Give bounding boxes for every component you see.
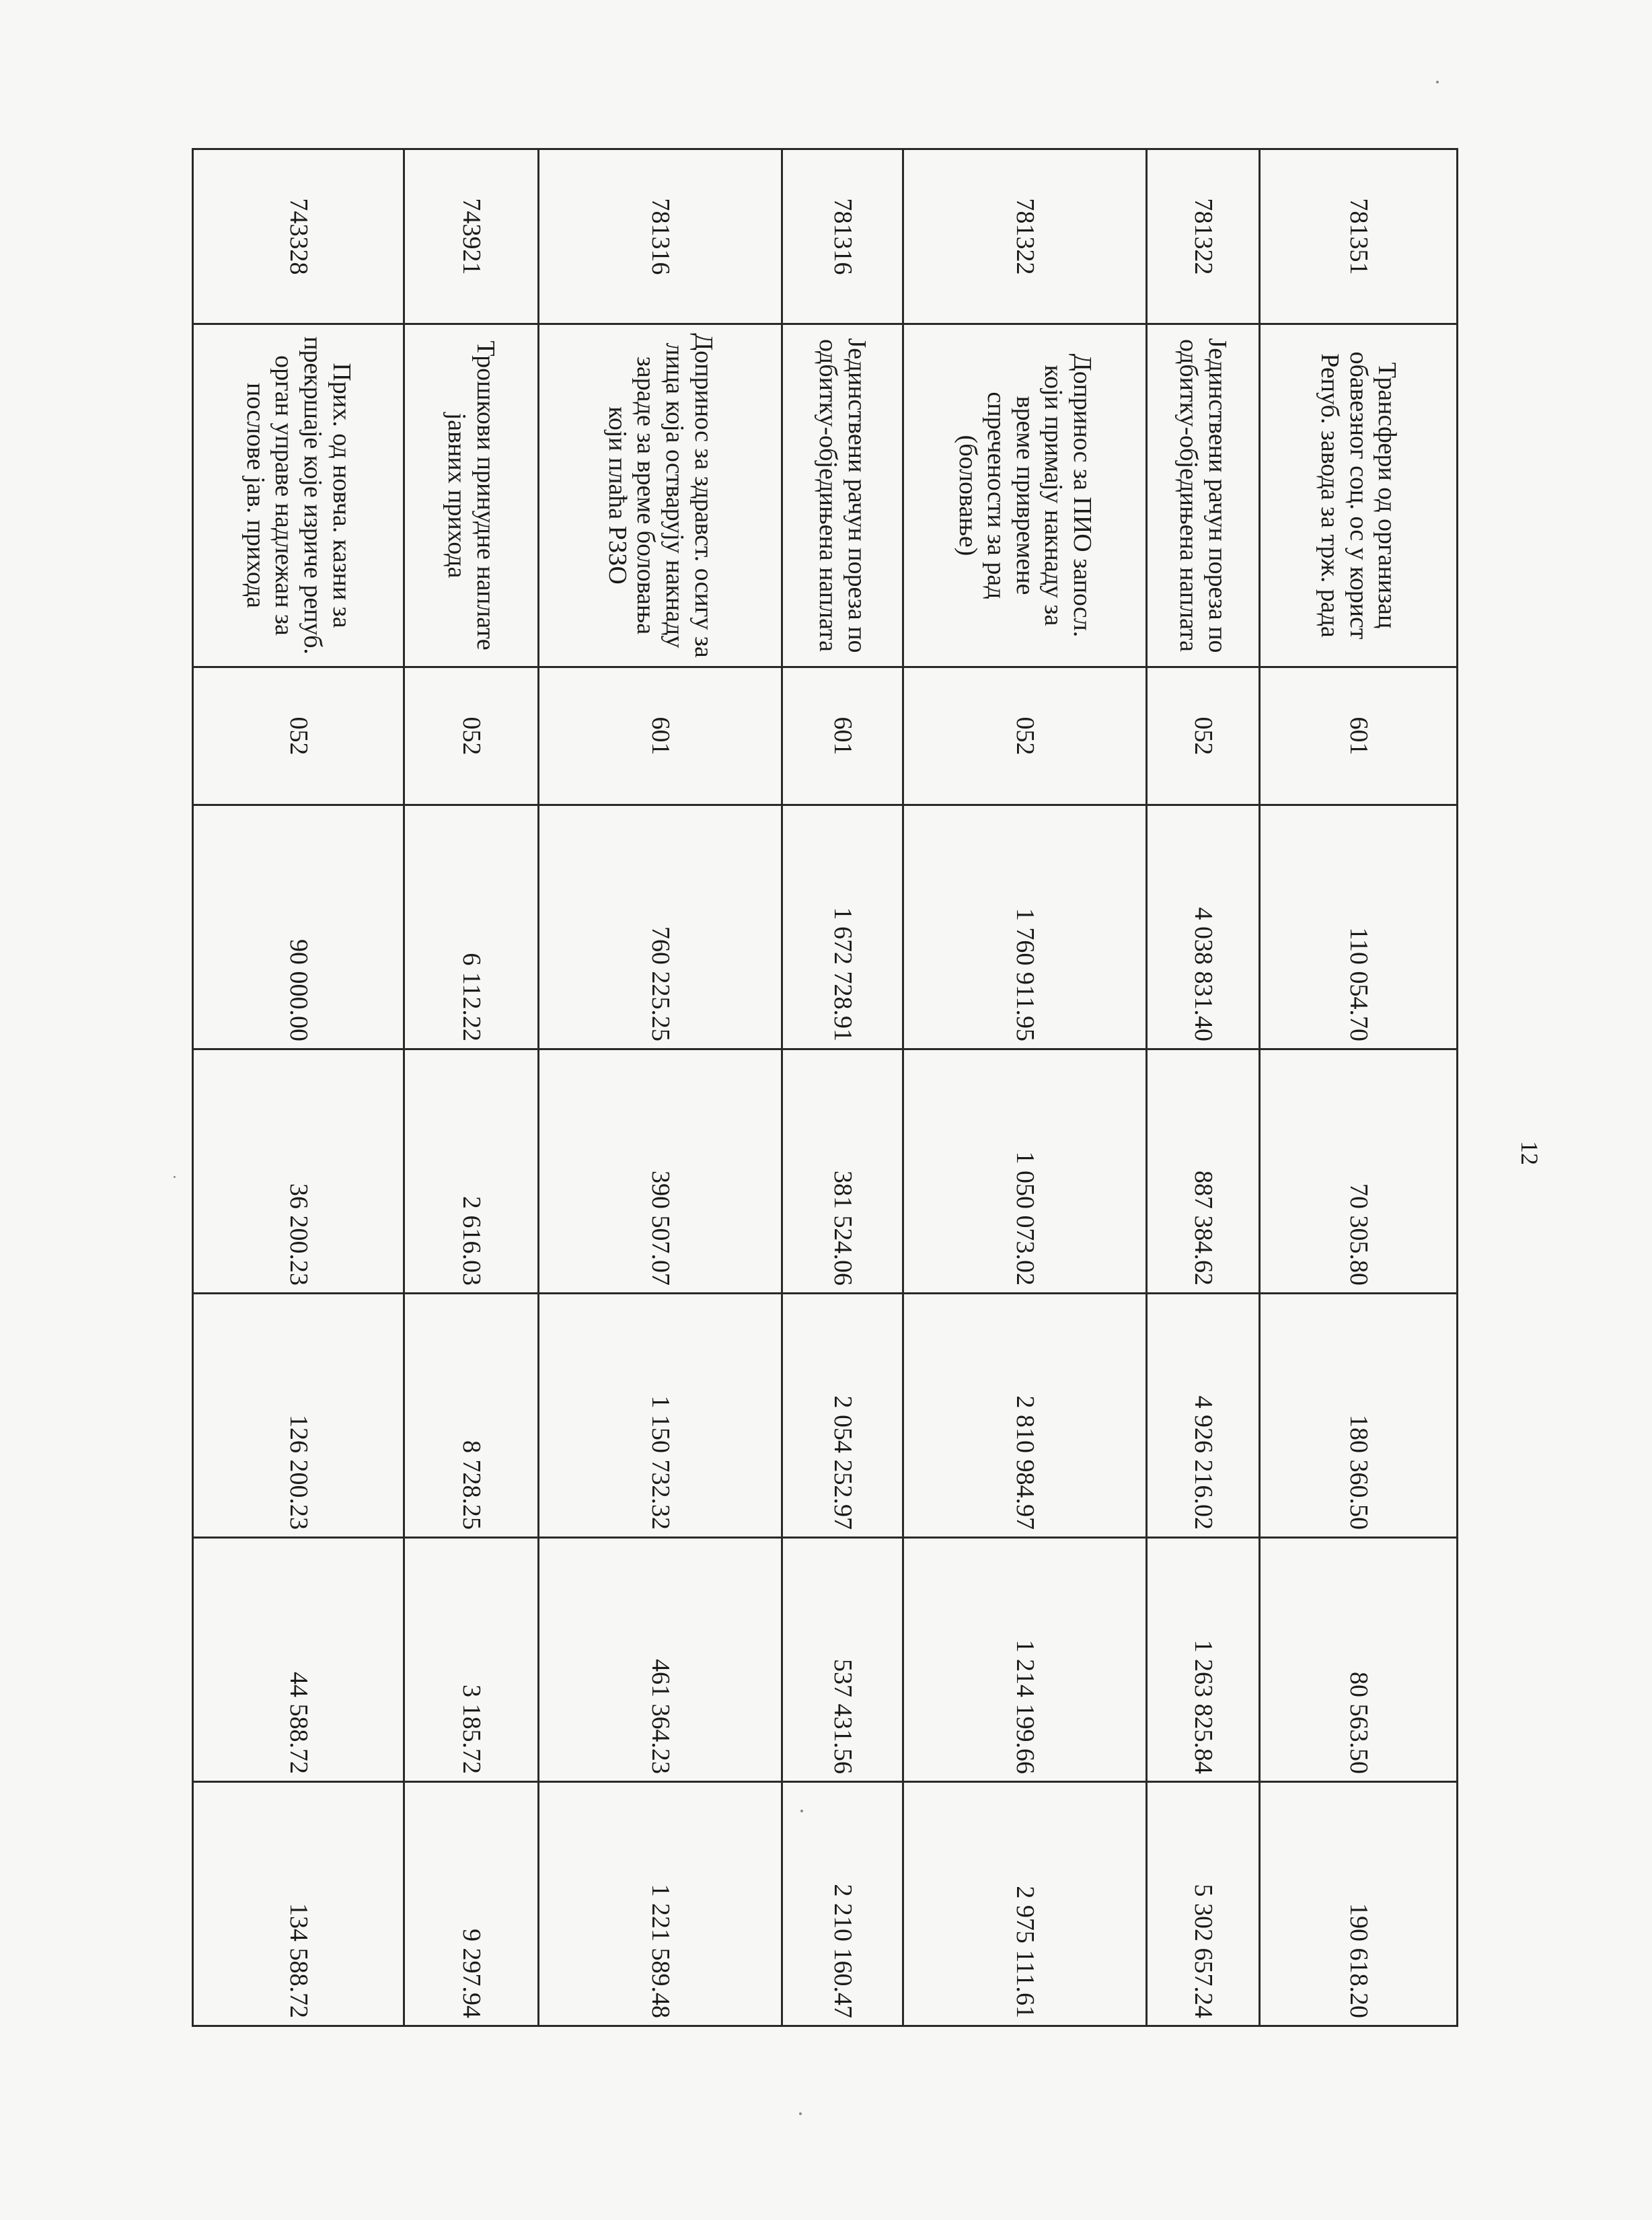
cell-value-3: 180 360.50 bbox=[1260, 1294, 1458, 1538]
cell-value-1: 760 225.25 bbox=[539, 805, 782, 1049]
cell-code: 781316 bbox=[539, 149, 782, 324]
cell-code: 781316 bbox=[782, 149, 903, 324]
table-row bbox=[782, 149, 903, 2026]
cell-code: 781351 bbox=[1260, 149, 1458, 324]
cell-value-1: 1 672 728.91 bbox=[782, 805, 903, 1049]
cell-account: 601 bbox=[1260, 667, 1458, 805]
cell-value-2: 70 305.80 bbox=[1260, 1049, 1458, 1294]
cell-value-3: 126 200.23 bbox=[193, 1294, 404, 1538]
cell-value-4: 3 185.72 bbox=[404, 1538, 539, 1782]
cell-value-3: 1 150 732.32 bbox=[539, 1294, 782, 1538]
cell-value-1: 110 054.70 bbox=[1260, 805, 1458, 1049]
scan-speck bbox=[174, 1176, 176, 1178]
cell-account: 601 bbox=[539, 667, 782, 805]
table-row bbox=[1260, 149, 1458, 2026]
cell-value-2: 1 050 073.02 bbox=[903, 1049, 1147, 1294]
cell-account: 052 bbox=[193, 667, 404, 805]
cell-value-4: 1 263 825.84 bbox=[1147, 1538, 1260, 1782]
cell-description: Трансфери од организац обавезног соц. ос у корист Репуб. завода за трж. рада bbox=[1260, 324, 1458, 667]
cell-value-1: 1 760 911.95 bbox=[903, 805, 1147, 1049]
cell-value-2: 887 384.62 bbox=[1147, 1049, 1260, 1294]
table-row bbox=[193, 149, 404, 2026]
cell-code: 743921 bbox=[404, 149, 539, 324]
scan-speck bbox=[1436, 81, 1439, 83]
cell-value-3: 8 728.25 bbox=[404, 1294, 539, 1538]
cell-value-5: 2 210 160.47 bbox=[782, 1782, 903, 2026]
cell-value-2: 381 524.06 bbox=[782, 1049, 903, 1294]
revenue-table bbox=[192, 148, 1458, 2027]
cell-value-2: 390 507.07 bbox=[539, 1049, 782, 1294]
cell-account: 601 bbox=[782, 667, 903, 805]
cell-description: Прих. од новча. казни за прекршаје које изриче репуб. орган управе надлежан за послове јав. прихода bbox=[193, 324, 404, 667]
cell-account: 052 bbox=[1147, 667, 1260, 805]
cell-value-4: 1 214 199.66 bbox=[903, 1538, 1147, 1782]
table-row bbox=[404, 149, 539, 2026]
table-row bbox=[539, 149, 782, 2026]
cell-value-5: 9 297.94 bbox=[404, 1782, 539, 2026]
cell-description: Јединствени рачун пореза по одбитку-обједињена наплата bbox=[782, 324, 903, 667]
scan-speck bbox=[800, 1810, 803, 1812]
cell-value-2: 36 200.23 bbox=[193, 1049, 404, 1294]
scan-speck bbox=[799, 2112, 802, 2115]
cell-value-5: 5 302 657.24 bbox=[1147, 1782, 1260, 2026]
table-body bbox=[193, 149, 1458, 2026]
cell-value-4: 537 431.56 bbox=[782, 1538, 903, 1782]
cell-value-1: 90 000.00 bbox=[193, 805, 404, 1049]
page-number: 12 bbox=[1516, 1141, 1543, 1165]
cell-account: 052 bbox=[903, 667, 1147, 805]
cell-value-5: 1 221 589.48 bbox=[539, 1782, 782, 2026]
cell-value-3: 2 054 252.97 bbox=[782, 1294, 903, 1538]
cell-description: Јединствени рачун пореза по одбитку-обједињена наплата bbox=[1147, 324, 1260, 667]
cell-description: Допринос за здравст. осигу за лица која остварују накнаду зараде за време боловања који плаћа РЗЗО bbox=[539, 324, 782, 667]
cell-value-2: 2 616.03 bbox=[404, 1049, 539, 1294]
cell-value-4: 44 588.72 bbox=[193, 1538, 404, 1782]
cell-value-5: 2 975 111.61 bbox=[903, 1782, 1147, 2026]
cell-code: 743328 bbox=[193, 149, 404, 324]
cell-value-3: 2 810 984.97 bbox=[903, 1294, 1147, 1538]
cell-code: 781322 bbox=[903, 149, 1147, 324]
cell-value-1: 4 038 831.40 bbox=[1147, 805, 1260, 1049]
cell-description: Трошкови принудне наплате јавних прихода bbox=[404, 324, 539, 667]
cell-value-3: 4 926 216.02 bbox=[1147, 1294, 1260, 1538]
cell-value-5: 190 618.20 bbox=[1260, 1782, 1458, 2026]
revenue-table-container bbox=[194, 148, 1458, 2025]
table-row bbox=[903, 149, 1147, 2026]
cell-description: Допринос за ПИО запосл. који примају накнаду за време привремене спречености за рад (боловање) bbox=[903, 324, 1147, 667]
cell-value-4: 80 563.50 bbox=[1260, 1538, 1458, 1782]
cell-account: 052 bbox=[404, 667, 539, 805]
cell-value-5: 134 588.72 bbox=[193, 1782, 404, 2026]
cell-code: 781322 bbox=[1147, 149, 1260, 324]
table-row bbox=[1147, 149, 1260, 2026]
cell-value-1: 6 112.22 bbox=[404, 805, 539, 1049]
cell-value-4: 461 364.23 bbox=[539, 1538, 782, 1782]
